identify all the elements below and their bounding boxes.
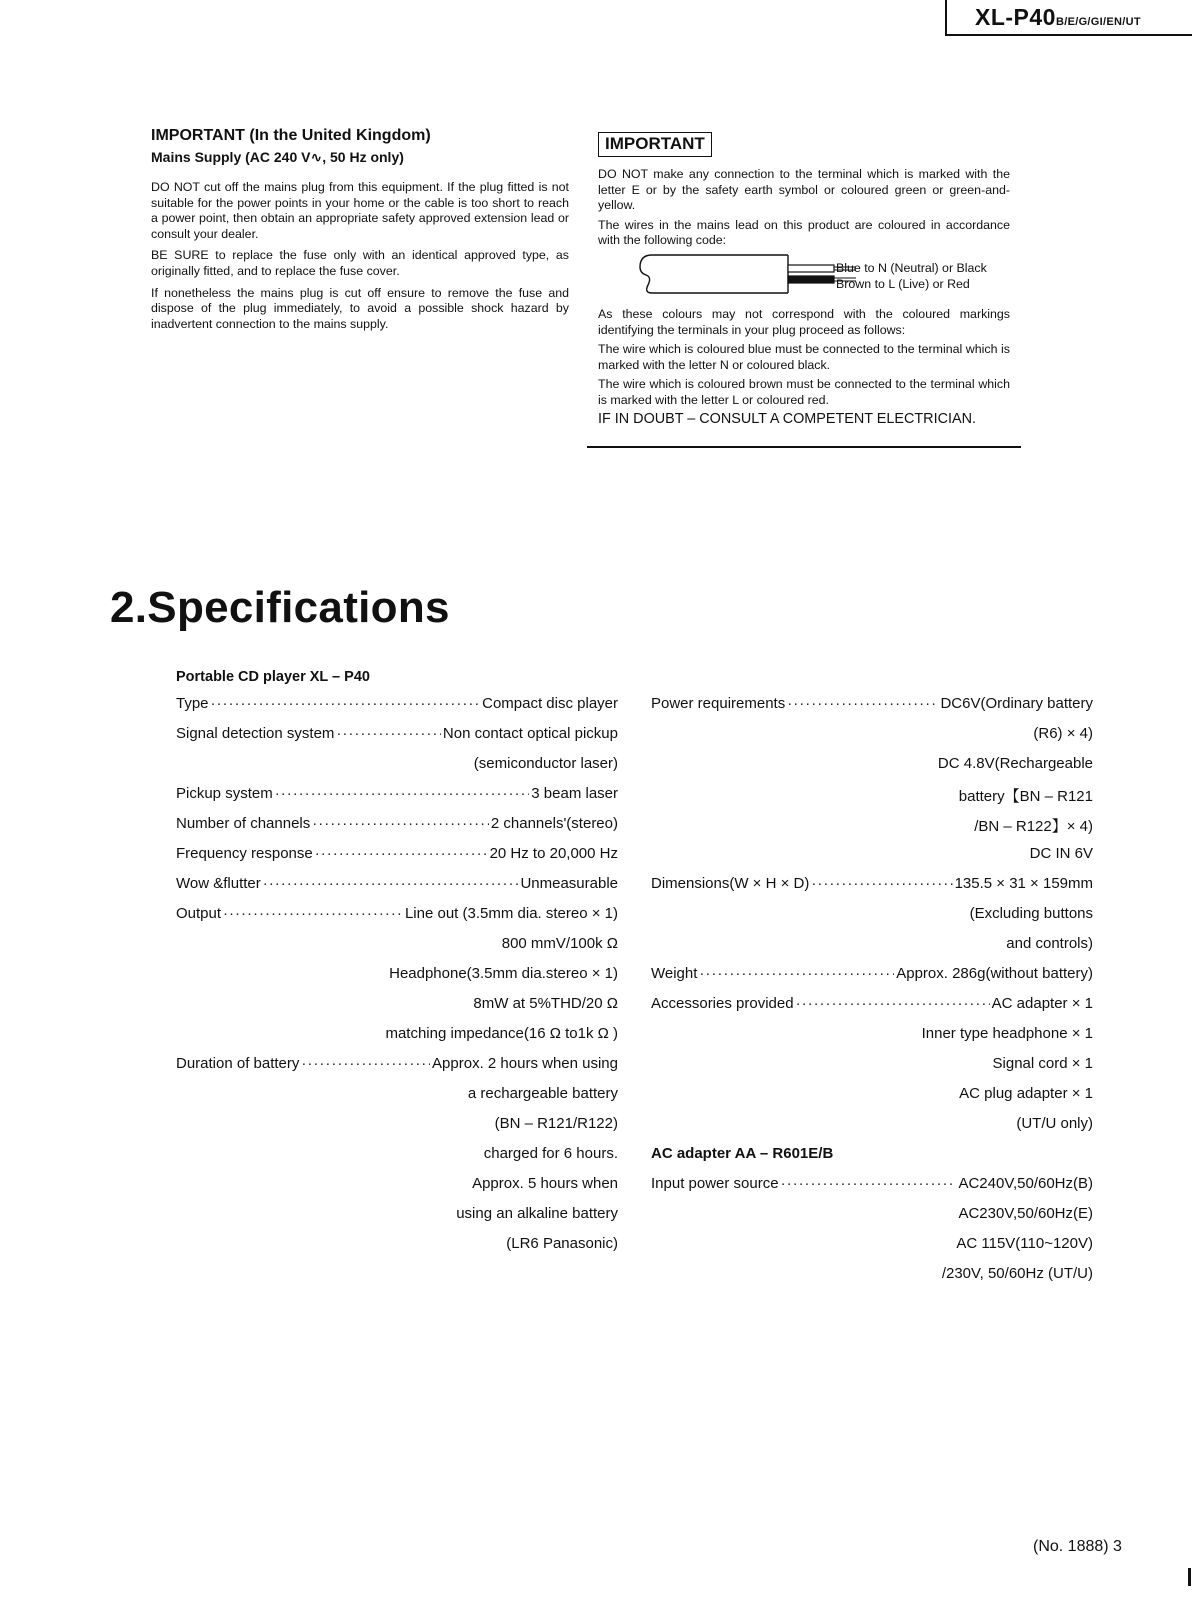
spec-value: AC plug adapter × 1 [959,1085,1093,1102]
model-header-box [945,0,1192,36]
spec-value: battery【BN – R121 [958,788,1093,805]
spec-label: Dimensions(W × H × D) [651,875,810,892]
spec-row [651,1205,1093,1235]
spec-value: Non contact optical pickup [442,725,618,742]
divider-rule [587,446,1021,448]
spec-row [651,725,1093,755]
mains-supply-subtitle: Mains Supply (AC 240 V∿, 50 Hz only) [151,149,404,165]
dot-leader [312,815,489,832]
spec-row [176,905,618,935]
spec-label: Weight [651,965,698,982]
spec-value: Approx. 286g(without battery) [896,965,1093,982]
spec-row [176,725,618,755]
page-number: (No. 1888) 3 [1033,1538,1122,1555]
model-number [975,4,1141,31]
spec-row [176,1205,618,1235]
spec-value: Compact disc player [482,695,618,712]
spec-value: 135.5 × 31 × 159mm [954,875,1093,892]
spec-label: Frequency response [176,845,313,862]
spec-value: 3 beam laser [531,785,618,802]
model-main-text: XL-P40 [975,4,1056,30]
spec-label: Number of channels [176,815,311,832]
spec-row [651,995,1093,1025]
dot-leader [336,725,440,742]
spec-heading [651,1145,1093,1175]
spec-row [651,845,1093,875]
wire-blue-label: Blue to N (Neutral) or Black [836,260,987,275]
spec-value: /230V, 50/60Hz (UT/U) [941,1265,1093,1282]
specs-right-column [651,695,1093,1295]
model-suffix-text: B/E/G/GI/EN/UT [1055,16,1141,28]
spec-row [176,875,618,905]
spec-value: AC230V,50/60Hz(E) [958,1205,1093,1222]
spec-value: (UT/U only) [1016,1115,1093,1132]
spec-value: matching impedance(16 Ω to1k Ω ) [385,1025,618,1042]
wiring-paragraph: The wires in the mains lead on this product are coloured in accordance with the following code: [598,217,1010,248]
spec-value: using an alkaline battery [456,1205,618,1222]
spec-value: DC IN 6V [1029,845,1093,862]
spec-value: DC 4.8V(Rechargeable [937,755,1093,772]
section-title: 2.Specifications [110,583,450,632]
wiring-paragraph: The wire which is coloured brown must be connected to the terminal which is marked with the letter L or coloured red. [598,377,1010,407]
wiring-paragraph: The wire which is coloured blue must be connected to the terminal which is marked with the letter N or coloured black. [598,342,1010,372]
spec-row [651,1175,1093,1205]
spec-label: Input power source [651,1175,779,1192]
spec-row [651,905,1093,935]
spec-row [651,815,1093,845]
spec-label: Type [176,695,209,712]
spec-value: AC240V,50/60Hz(B) [958,1175,1093,1192]
spec-value: /BN – R122】× 4) [974,818,1093,835]
spec-row [176,815,618,845]
spec-row [651,1115,1093,1145]
dot-leader [699,965,894,982]
spec-value: and controls) [1006,935,1093,952]
spec-list [651,695,1093,1145]
spec-row [176,1115,618,1145]
spec-value: DC6V(Ordinary battery [940,695,1093,712]
dot-leader [301,1055,430,1072]
spec-list [176,695,618,1265]
wire-brown-label: Brown to L (Live) or Red [836,276,970,291]
spec-row [176,845,618,875]
spec-value: Approx. 5 hours when [472,1175,618,1192]
spec-row [176,1145,618,1175]
spec-row [176,995,618,1025]
dot-leader [787,695,938,712]
spec-value: AC 115V(110~120V) [956,1235,1093,1252]
spec-row [651,965,1093,995]
spec-list [651,1175,1093,1295]
spec-value: Inner type headphone × 1 [921,1025,1093,1042]
spec-value: (R6) × 4) [1033,725,1093,742]
dot-leader [211,695,481,712]
spec-row [176,1055,618,1085]
spec-value: 8mW at 5%THD/20 Ω [473,995,618,1012]
spec-value: 2 channels'(stereo) [490,815,618,832]
wiring-paragraph: As these colours may not correspond with the coloured markings identifying the terminals in your plug proceed as follows: [598,306,1010,337]
mains-lead-diagram [598,253,1010,301]
spec-value: 20 Hz to 20,000 Hz [489,845,618,862]
important-tag: IMPORTANT [598,132,712,157]
spec-row [651,755,1093,785]
spec-row [651,1055,1093,1085]
uk-paragraph: If nonetheless the mains plug is cut off ensure to remove the fuse and dispose of the plug immediately, to avoid a possible shock hazard by inadvertent connection to the mains supply. [151,285,569,331]
spec-value: Signal cord × 1 [992,1055,1093,1072]
spec-label: Output [176,905,222,922]
consult-electrician-note: IF IN DOUBT – CONSULT A COMPETENT ELECTRICIAN. [598,410,976,427]
spec-row [176,965,618,995]
dot-leader [263,875,519,892]
spec-row [176,1235,618,1265]
spec-value: 800 mmV/100k Ω [501,935,618,952]
important-wiring-notice [598,132,1010,427]
margin-mark [1188,1568,1191,1586]
spec-row [176,1175,618,1205]
spec-row [651,1235,1093,1265]
spec-value: Approx. 2 hours when using [432,1055,618,1072]
spec-label: Accessories provided [651,995,794,1012]
spec-row [176,1025,618,1055]
spec-row [651,785,1093,815]
spec-row [651,935,1093,965]
spec-label: Pickup system [176,785,273,802]
spec-value: charged for 6 hours. [483,1145,618,1162]
spec-row [651,1085,1093,1115]
specs-left-column [176,669,618,1265]
important-uk-title: IMPORTANT (In the United Kingdom) [151,127,431,144]
spec-value: (semiconductor laser) [473,755,618,772]
important-uk-notice [151,127,569,338]
spec-label: Wow &flutter [176,875,261,892]
dot-leader [796,995,990,1012]
spec-value: (LR6 Panasonic) [506,1235,618,1252]
spec-row [176,1085,618,1115]
spec-value: Headphone(3.5mm dia.stereo × 1) [389,965,618,982]
spec-row [651,695,1093,725]
wiring-paragraph: DO NOT make any connection to the terminal which is marked with the letter E or by the safety earth symbol or coloured green or green-and-yellow. [598,167,1010,213]
spec-value: Line out (3.5mm dia. stereo × 1) [404,905,618,922]
dot-leader [781,1175,957,1192]
spec-heading: Portable CD player XL – P40 [176,669,370,685]
spec-value: (Excluding buttons [969,905,1093,922]
spec-label: Signal detection system [176,725,335,742]
spec-row [651,1265,1093,1295]
adapter-heading: AC adapter AA – R601E/B [651,1145,834,1162]
spec-row [176,755,618,785]
dot-leader [223,905,403,922]
spec-label: Power requirements [651,695,786,712]
dot-leader [315,845,488,862]
dot-leader [811,875,952,892]
spec-row [651,1025,1093,1055]
spec-value: AC adapter × 1 [991,995,1093,1012]
spec-value: Unmeasurable [520,875,618,892]
spec-row [176,785,618,815]
spec-row [176,935,618,965]
spec-label: Duration of battery [176,1055,300,1072]
dot-leader [275,785,530,802]
spec-row [176,695,618,725]
spec-value: (BN – R121/R122) [494,1115,618,1132]
uk-paragraph: DO NOT cut off the mains plug from this equipment. If the plug fitted is not suitable for the power points in your home or the cable is too short to reach a power point, then obtain an appropriate safety approved extension lead or consult your dealer. [151,180,569,241]
spec-row [651,875,1093,905]
uk-paragraph: BE SURE to replace the fuse only with an identical approved type, as originally fitted, and to replace the fuse cover. [151,248,569,278]
spec-value: a rechargeable battery [467,1085,618,1102]
